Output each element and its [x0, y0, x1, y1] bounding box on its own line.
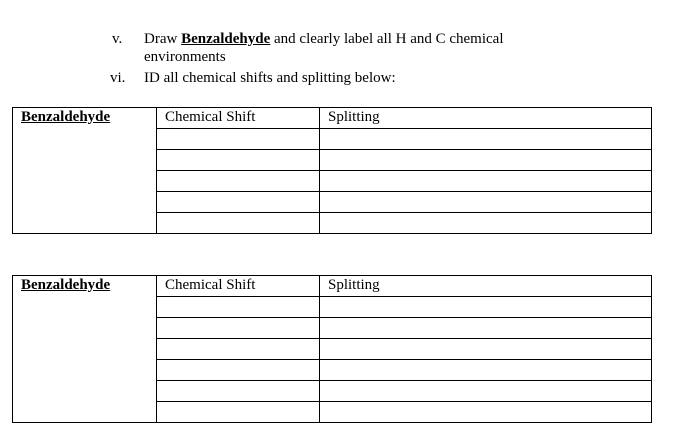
chemical-shift-cell[interactable]: [157, 150, 320, 171]
chemical-shift-cell[interactable]: [157, 171, 320, 192]
splitting-cell[interactable]: [320, 360, 652, 381]
nmr-table-2: [12, 275, 652, 423]
chemical-shift-cell[interactable]: [157, 318, 320, 339]
instruction-number: v.: [112, 31, 123, 47]
instruction-text-prefix: Draw: [144, 31, 182, 47]
header-splitting: Splitting: [320, 276, 652, 297]
instruction-number: vi.: [110, 70, 126, 86]
splitting-cell[interactable]: [320, 402, 652, 423]
compound-label: Benzaldehyde: [21, 277, 111, 293]
instruction-text: [144, 30, 504, 66]
chemical-shift-cell[interactable]: [157, 213, 320, 234]
chemical-shift-cell[interactable]: [157, 192, 320, 213]
instruction-text: ID all chemical shifts and splitting below:: [144, 70, 396, 86]
instruction-text-line2: environments: [144, 49, 226, 65]
splitting-cell[interactable]: [320, 129, 652, 150]
nmr-table-1: [12, 107, 652, 234]
chemical-shift-cell[interactable]: [157, 381, 320, 402]
chemical-shift-cell[interactable]: [157, 129, 320, 150]
splitting-cell[interactable]: [320, 192, 652, 213]
header-chemical-shift: Chemical Shift: [157, 276, 320, 297]
chemical-shift-cell[interactable]: [157, 339, 320, 360]
instruction-text-suffix: and clearly label all H and C chemical: [270, 31, 504, 47]
header-chemical-shift: Chemical Shift: [157, 108, 320, 129]
compound-name: Benzaldehyde: [181, 31, 271, 47]
splitting-cell[interactable]: [320, 339, 652, 360]
header-splitting: Splitting: [320, 108, 652, 129]
table-header-row: [13, 108, 652, 129]
table-header-row: [13, 276, 652, 297]
splitting-cell[interactable]: [320, 297, 652, 318]
compound-label: Benzaldehyde: [21, 109, 111, 125]
compound-cell: [13, 108, 157, 234]
chemical-shift-cell[interactable]: [157, 402, 320, 423]
splitting-cell[interactable]: [320, 213, 652, 234]
splitting-cell[interactable]: [320, 381, 652, 402]
chemical-shift-cell[interactable]: [157, 297, 320, 318]
splitting-cell[interactable]: [320, 318, 652, 339]
splitting-cell[interactable]: [320, 171, 652, 192]
chemical-shift-cell[interactable]: [157, 360, 320, 381]
compound-cell: [13, 276, 157, 423]
splitting-cell[interactable]: [320, 150, 652, 171]
